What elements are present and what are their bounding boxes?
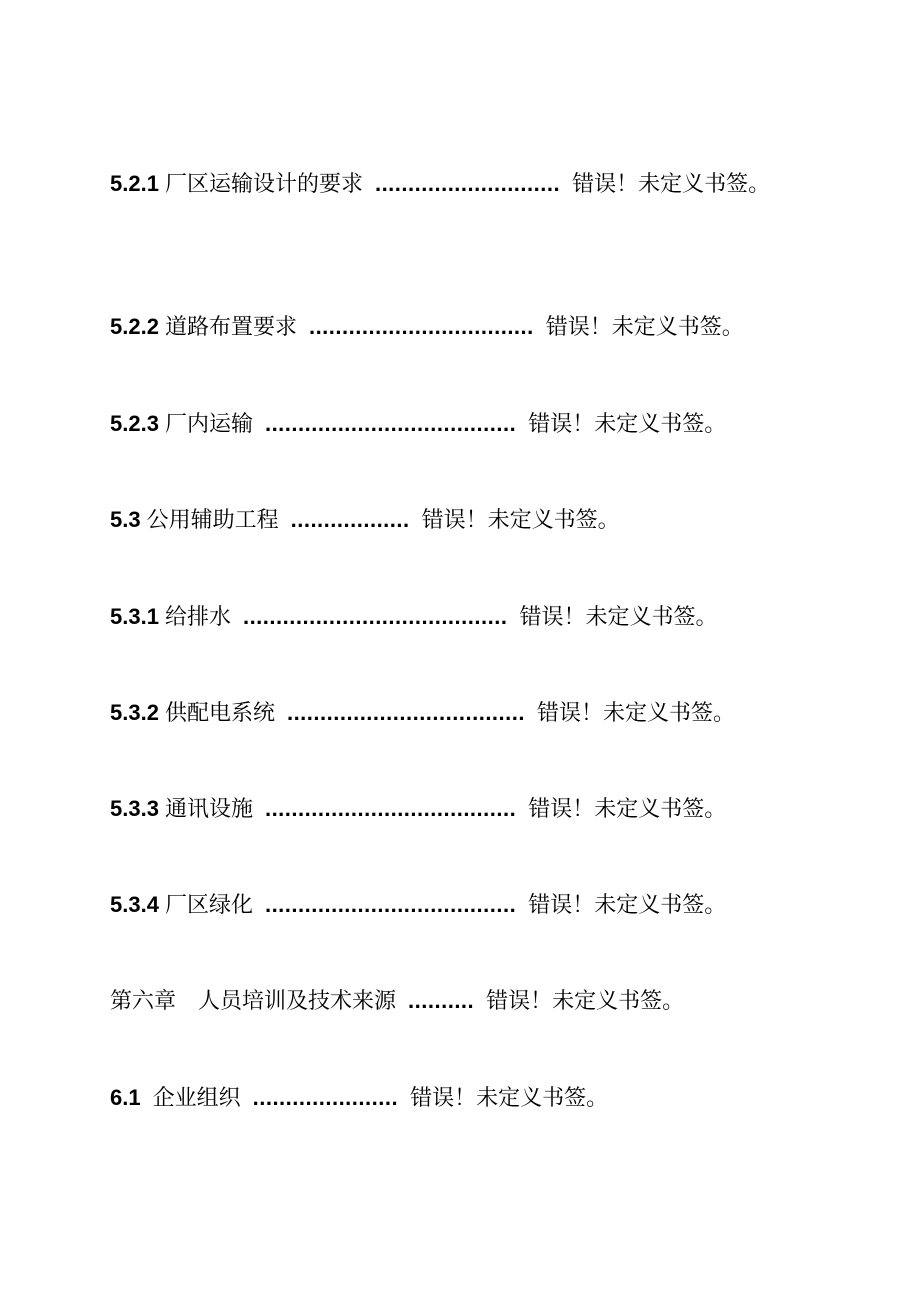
toc-entry-leader: ......................................: [264, 411, 517, 436]
toc-entry-title: 给排水: [164, 605, 231, 630]
toc-entry-5-3-4[interactable]: [110, 890, 726, 920]
toc-entry-5-3-2[interactable]: [110, 698, 735, 728]
toc-entry-page-ref: 错误！未定义书签。: [572, 172, 771, 197]
toc-entry-leader: ....................................: [286, 700, 525, 725]
toc-entry-title: 人员培训及技术来源: [198, 989, 397, 1014]
toc-entry-5-2-3[interactable]: [110, 409, 726, 439]
toc-entry-5-3-1[interactable]: [110, 602, 717, 632]
toc-entry-leader: ......................................: [264, 796, 517, 821]
toc-entry-title: 通讯设施: [164, 797, 253, 822]
toc-entry-number: 5.3.3: [110, 796, 159, 821]
toc-entry-leader: ......................: [252, 1085, 399, 1110]
toc-entry-number: 5.3.2: [110, 700, 159, 725]
toc-entry-leader: ......................................: [264, 892, 517, 917]
toc-entry-number: 5.3.1: [110, 604, 159, 629]
toc-entry-title: 厂区运输设计的要求: [164, 172, 363, 197]
toc-entry-number: 5.2.3: [110, 411, 159, 436]
toc-entry-page-ref: 错误！未定义书签。: [486, 989, 685, 1014]
toc-entry-number: 5.2.1: [110, 171, 159, 196]
toc-entry-title: 厂内运输: [164, 412, 253, 437]
toc-entry-5-2-1[interactable]: [110, 169, 770, 199]
toc-entry-leader: ........................................: [242, 604, 508, 629]
toc-entry-title: 公用辅助工程: [146, 508, 279, 533]
toc-entry-leader: ............................: [374, 171, 561, 196]
toc-entry-page-ref: 错误！未定义书签。: [410, 1086, 609, 1111]
toc-entry-page-ref: 错误！未定义书签。: [528, 412, 727, 437]
toc-entry-6-1[interactable]: [110, 1083, 608, 1113]
toc-entry-page-ref: 错误！未定义书签。: [519, 605, 718, 630]
toc-entry-chapter-6[interactable]: [110, 986, 684, 1016]
toc-entry-number: 5.3.4: [110, 892, 159, 917]
toc-entry-number: 5.3: [110, 507, 141, 532]
toc-entry-5-3[interactable]: [110, 505, 620, 535]
toc-entry-number: 6.1: [110, 1085, 141, 1110]
toc-entry-leader: ..................: [290, 507, 410, 532]
toc-entry-page-ref: 错误！未定义书签。: [537, 701, 736, 726]
toc-entry-page-ref: 错误！未定义书签。: [545, 315, 744, 340]
toc-entry-number: 第六章: [110, 989, 177, 1014]
toc-entry-leader: ..................................: [308, 314, 534, 339]
toc-entry-5-3-3[interactable]: [110, 794, 726, 824]
table-of-contents: [110, 0, 900, 1302]
toc-entry-title: 厂区绿化: [164, 893, 253, 918]
toc-entry-title: 供配电系统: [164, 701, 275, 726]
toc-entry-page-ref: 错误！未定义书签。: [421, 508, 620, 533]
toc-entry-leader: ..........: [408, 988, 475, 1013]
toc-entry-5-2-2[interactable]: [110, 312, 744, 342]
toc-entry-title: 道路布置要求: [164, 315, 297, 340]
toc-entry-number: 5.2.2: [110, 314, 159, 339]
toc-entry-page-ref: 错误！未定义书签。: [528, 797, 727, 822]
toc-entry-page-ref: 错误！未定义书签。: [528, 893, 727, 918]
toc-entry-title: 企业组织: [152, 1086, 241, 1111]
